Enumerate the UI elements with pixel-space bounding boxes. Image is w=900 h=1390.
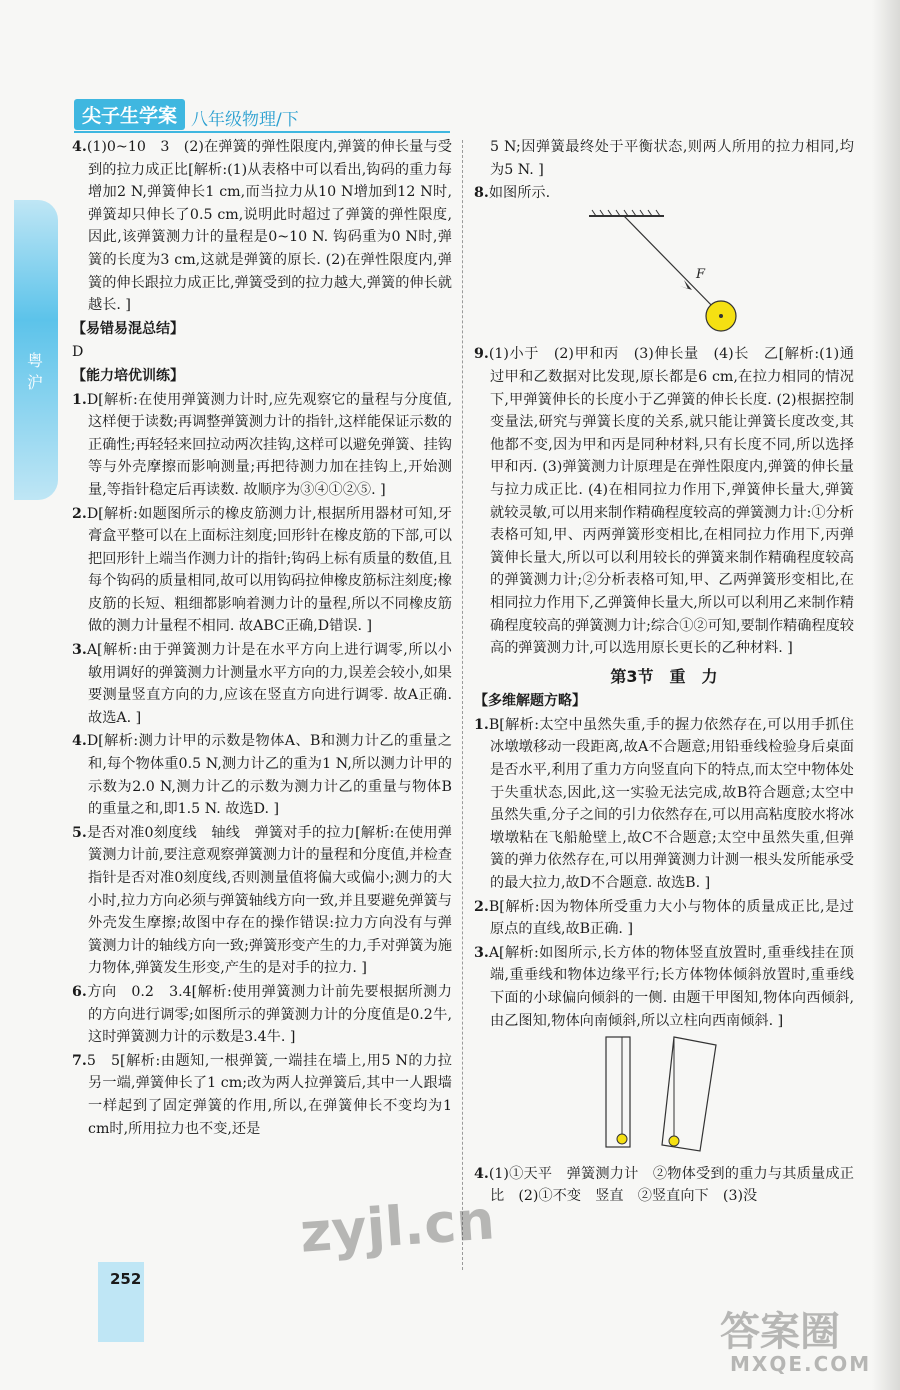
header-subtitle: 八年级物理/下 <box>191 110 299 130</box>
plumb-bob-2 <box>669 1136 679 1146</box>
chapter-title: 第3节 重 力 <box>610 666 718 686</box>
answer-item: 4.(1)①天平 弹簧测力计 ②物体受到的重力与其质量成正比 (2)①不变 竖直 ②竖直向下 (3)没 <box>474 1165 854 1205</box>
plumb-diagram <box>474 1033 854 1163</box>
answer-item: 3.A[解析:由于弹簧测力计是在水平方向上进行调零,所以小敏用调好的弹簧测力计测量水平方向的力,误差会较小,如果要测量竖直方向的力,应该在竖直方向进行调零. 故A正确. 故选A. ] <box>72 642 452 726</box>
watermark-url: MXQE.COM <box>730 1352 872 1376</box>
right-column <box>474 136 854 1209</box>
page-edge-shadow <box>872 0 900 1390</box>
answer-item: 4.(1)0~10 3 (2)在弹簧的弹性限度内,弹簧的伸长量与受到的拉力成正比[解析:(1)从表格中可以看出,钩码的重力每增加2 N,弹簧伸长1 cm,而当拉力从10 N增加到12 N时,弹簧却只伸长了0.5 cm,说明此时超过了弹簧的弹性限度,因此,该弹簧测力计的量程是0~10 N. 钩码重为0 N时,弹簧的长度为3 cm,这就是弹簧的原长. (2)在弹性限度内,弹簧的伸长跟拉力成正比,弹簧受到的拉力越大,弹簧的伸长就越长. ] <box>72 139 452 314</box>
answer-item: 2.B[解析:因为物体所受重力大小与物体的质量成正比,是过原点的直线,故B正确. ] <box>474 898 854 938</box>
tilted-block <box>662 1037 716 1151</box>
section-title: 【能力培优训练】 <box>72 367 184 384</box>
force-diagram-svg <box>474 206 854 336</box>
answer-item: 1.D[解析:在使用弹簧测力计时,应先观察它的量程与分度值,这样便于读数;再调整弹簧测力计的指针,这样能保证示数的正确性;再轻轻来回拉动两次挂钩,这样可以避免弹簧、挂钩等与外壳摩擦而影响测量;再把待测力加在挂钩上,开始测量,等指针稳定后再读数. 故顺序为③④①②⑤. ] <box>72 391 452 498</box>
brand-logo: 尖子生学案 <box>74 99 185 130</box>
force-diagram <box>474 206 854 344</box>
column-divider <box>462 140 463 1270</box>
answer-item: 6.方向 0.2 3.4[解析:使用弹簧测力计前先要根据所测力的方向进行调零;如图所示的弹簧测力计的分度值是0.2牛,这时弹簧测力计的示数是3.4牛. ] <box>72 983 452 1046</box>
section-answer: D <box>72 344 84 361</box>
answer-continuation: 5 N;因弹簧最终处于平衡状态,则两人所用的拉力相同,均为5 N. ] <box>490 139 854 178</box>
ball-center <box>719 314 723 318</box>
header-rule <box>74 131 450 133</box>
answer-item: 1.B[解析:太空中虽然失重,手的握力依然存在,可以用手抓住冰墩墩移动一段距离,故A不合题意;用铅垂线检验身后桌面是否水平,利用了重力方向竖直向下的特点,而太空中物体处于失重状态,因此,这一实验无法完成,故B符合题意;太空中虽然失重,分子之间的引力依然存在,可以用高粘度胶水将冰墩墩粘在飞船舱壁上,故C不合题意;太空中虽然失重,但弹簧的弹力依然存在,可以用弹簧测力计测一根头发所能承受的最大拉力,故D不合题意. 故选B. ] <box>474 716 854 892</box>
string-line <box>624 216 720 314</box>
left-column <box>72 136 452 1141</box>
upright-block <box>606 1037 630 1147</box>
side-label: 粤沪 <box>26 351 43 392</box>
page-number: 252 <box>110 1270 142 1288</box>
answer-item: 3.A[解析:如图所示,长方体的物体竖直放置时,重垂线挂在顶端,重垂线和物体边缘平行;长方体物体倾斜放置时,重垂线下面的小球偏向倾斜的一侧. 由题干甲图知,物体向西倾斜,由乙图知,物体向南倾斜,所以立柱向西南倾斜. ] <box>474 944 854 1029</box>
plumb-diagram-svg <box>474 1033 854 1155</box>
answer-item: 9.(1)小于 (2)甲和丙 (3)伸长量 (4)长 乙[解析:(1)通过甲和乙数据对比发现,原长都是6 cm,在拉力相同的情况下,甲弹簧伸长的长度小于乙弹簧的伸长长度. (2)根据控制变量法,研究与弹簧长度的关系,就只能让弹簧长度改变,其他都不变,因为甲和丙是同种材料,只有长度不同,所以选择甲和丙. (3)弹簧测力计原理是在弹性限度内,弹簧的伸长量与拉力成正比. (4)在相同拉力作用下,弹簧伸长量大,弹簧就较灵敏,可以用来制作精确程度较高的弹簧测力计:①分析表格可知,甲、丙两弹簧形变相比,在相同拉力作用下,丙弹簧伸长量大,所以可以利用较长的弹簧来制作精确程度较高的弹簧测力计;②分析表格可知,甲、乙两弹簧形变相比,在相同拉力作用下,乙弹簧伸长量大,所以可以利用乙来制作精确程度较高的弹簧测力计;综合①②可知,要制作精确程度较高的弹簧测力计,可以选用原长更长的乙种材料. ] <box>474 346 854 657</box>
section-title: 【易错易混总结】 <box>72 320 184 337</box>
watermark-site: zyjl.cn <box>298 1188 497 1265</box>
watermark-logo: 答案圈 <box>720 1309 840 1355</box>
plumb-bob-1 <box>617 1134 627 1144</box>
section-title: 【多维解题方略】 <box>474 693 586 710</box>
page-header <box>74 100 299 130</box>
answer-item: 2.D[解析:如题图所示的橡皮筋测力计,根据所用器材可知,牙膏盒平整可以在上面标注刻度;回形针在橡皮筋的下部,可以把回形针上端当作测力计的指针;钩码上标有质量的数值,且每个钩码的质量相同,故可以用钩码拉伸橡皮筋标注刻度;橡皮筋的长短、粗细都影响着测力计的量程,所以不同橡皮筋做的测力计量程不相同. 故ABC正确,D错误. ] <box>72 505 452 635</box>
answer-item: 5.是否对准0刻度线 轴线 弹簧对手的拉力[解析:在使用弹簧测力计前,要注意观察弹簧测力计的量程和分度值,并检查指针是否对准0刻度线,否则测量值将偏大或偏小;测力的大小时,拉力方向必须与弹簧轴线方向一致,并且要避免弹簧与外壳发生摩擦;故图中存在的操作错误:拉力方向没有与弹簧测力计的轴线方向一致;弹簧形变产生的力,手对弹簧为施力物体,弹簧发生形变,产生的是对手的拉力. ] <box>72 824 452 977</box>
force-arrow <box>680 280 692 290</box>
force-label: F <box>696 266 706 282</box>
answer-item: 7.5 5[解析:由题知,一根弹簧,一端挂在墙上,用5 N的力拉另一端,弹簧伸长了1 cm;改为两人拉弹簧后,其中一人跟墙一样起到了固定弹簧的作用,所以,在弹簧伸长不变均为1 cm时,所用拉力也不变,还是 <box>72 1052 452 1137</box>
answer-item: 8.如图所示. <box>474 185 551 202</box>
answer-item: 4.D[解析:测力计甲的示数是物体A、B和测力计乙的重量之和,每个物体重0.5 N,测力计乙的重为1 N,所以测力计甲的示数为2.0 N,测力计乙的示数为测力计乙的重量与物体B的重量之和,即1.5 N. 故选D. ] <box>72 733 452 818</box>
